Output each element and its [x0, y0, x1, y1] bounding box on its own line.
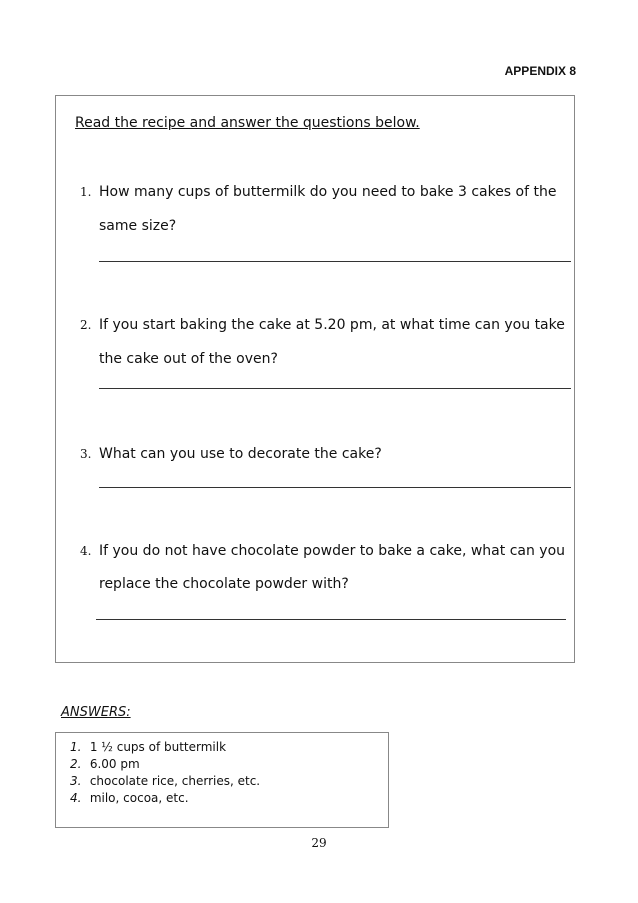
answer-item-2 — [70, 757, 140, 773]
question-4-number: 4. — [80, 544, 92, 558]
answer-line-4[interactable] — [96, 619, 566, 620]
answer-line-2[interactable] — [99, 388, 571, 389]
question-2-text-continued: the cake out of the oven? — [99, 351, 278, 367]
answer-number: 3. — [70, 774, 82, 788]
answer-item-1 — [70, 740, 226, 756]
page-number: 29 — [311, 836, 327, 850]
question-2-text: If you start baking the cake at 5.20 pm, at what time can you take — [99, 317, 565, 333]
answer-line-3[interactable] — [99, 487, 571, 488]
answer-item-4 — [70, 791, 189, 807]
question-4-text-continued: replace the chocolate powder with? — [99, 576, 349, 592]
question-3-number: 3. — [80, 447, 92, 461]
question-1-text: How many cups of buttermilk do you need to bake 3 cakes of the — [99, 184, 557, 200]
answer-text: chocolate rice, cherries, etc. — [89, 774, 261, 788]
answer-text: 1 ½ cups of buttermilk — [89, 740, 227, 754]
instruction-text: Read the recipe and answer the questions below. — [75, 115, 420, 131]
answers-heading: ANSWERS: — [61, 705, 131, 720]
answer-line-1[interactable] — [99, 261, 571, 262]
answer-number: 2. — [70, 757, 82, 771]
question-2-number: 2. — [80, 318, 92, 332]
appendix-label: APPENDIX 8 — [504, 64, 576, 78]
answer-item-3 — [70, 774, 260, 790]
answer-number: 4. — [70, 791, 82, 805]
question-3-text: What can you use to decorate the cake? — [99, 446, 382, 462]
answer-text: milo, cocoa, etc. — [89, 791, 189, 805]
question-1-text-continued: same size? — [99, 218, 177, 234]
question-4-text: If you do not have chocolate powder to bake a cake, what can you — [99, 543, 566, 559]
answer-box — [55, 732, 389, 828]
answer-text: 6.00 pm — [89, 757, 140, 771]
question-1-number: 1. — [80, 185, 92, 199]
answer-number: 1. — [70, 740, 82, 754]
question-box — [55, 95, 575, 663]
